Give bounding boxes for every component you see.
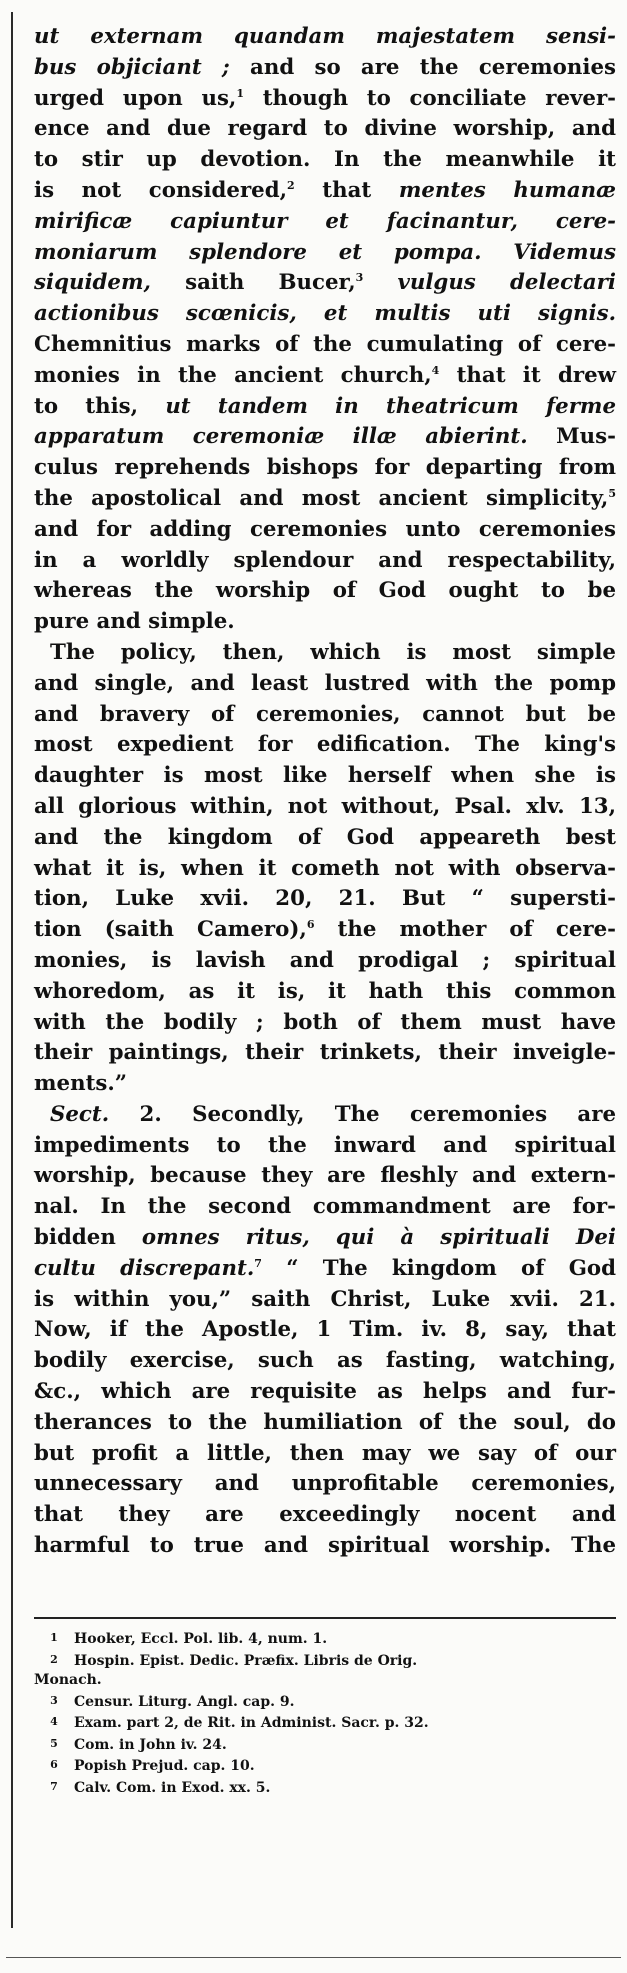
text-line	[34, 946, 616, 977]
italic-text: apparatum ceremoniæ illæ abierint.	[34, 424, 528, 450]
text-run: and for adding ceremonies unto ceremonies	[34, 516, 616, 542]
text-line	[34, 1408, 616, 1439]
text-line	[34, 730, 616, 761]
text-run: The policy, then, which is most simple	[50, 639, 616, 665]
text-run: ence and due regard to divine worship, and	[34, 116, 616, 142]
footnote-mark: 2	[50, 1652, 58, 1666]
text-line	[34, 1192, 616, 1223]
footnote-text: Calv. Com. in Exod. xx. 5.	[74, 1779, 271, 1796]
text-run: bidden	[34, 1225, 142, 1251]
text-run: whoredom, as it is, it hath this common	[34, 978, 616, 1004]
bottom-rule	[6, 1957, 621, 1958]
italic-text: ut externam quandam majestatem sensi-	[34, 24, 616, 49]
text-line	[34, 1285, 616, 1316]
footnote-text: Exam. part 2, de Rit. in Administ. Sacr. p. 32.	[74, 1715, 429, 1731]
text-line	[34, 1469, 616, 1500]
text-run: ments.”	[34, 1071, 128, 1097]
footnote	[34, 1777, 616, 1799]
footnote-ref: 2	[287, 178, 295, 192]
text-line	[34, 1069, 616, 1100]
footnote-text: Popish Prejud. cap. 10.	[74, 1758, 255, 1774]
footnote-text: Censur. Liturg. Angl. cap. 9.	[74, 1693, 295, 1710]
text-line	[34, 977, 616, 1008]
text-run: Mus-	[527, 424, 616, 450]
text-line	[34, 238, 616, 269]
italic-text: moniarum splendore et pompa. Videmus	[34, 239, 616, 265]
text-run: all glorious within, not without, Psal. xlv. 13,	[34, 793, 616, 819]
footnote-mark: 5	[50, 1736, 58, 1750]
text-run: unnecessary and unprofitable ceremonies,	[34, 1471, 616, 1497]
text-run: what it is, when it cometh not with observa-	[34, 855, 616, 881]
text-run: that they are exceedingly nocent and	[34, 1502, 616, 1528]
text-run: &c., which are requisite as helps and fur-	[34, 1379, 616, 1405]
text-line	[34, 761, 616, 792]
text-run: harmful to true and spiritual worship. The	[34, 1533, 616, 1559]
text-run: to this,	[34, 393, 166, 419]
text-run: nal. In the second commandment are for-	[34, 1194, 616, 1220]
text-run: is within you,” saith Christ, Luke xvii. 21.	[34, 1286, 616, 1312]
italic-text: mirificæ capiuntur et facinantur, cere-	[34, 208, 616, 234]
text-run: Chemnitius marks of the cumulating of cere-	[34, 331, 616, 357]
footnote-text: Hospin. Epist. Dedic. Præfix. Libris de Orig.	[74, 1652, 418, 1669]
text-run: impediments to the inward and spiritual	[34, 1132, 616, 1158]
text-run: tion (saith Camero),	[34, 917, 307, 943]
text-line	[34, 1439, 616, 1470]
italic-text: cultu discrepant.	[34, 1255, 255, 1281]
text-run: that	[294, 177, 399, 203]
text-line	[34, 515, 616, 546]
text-line	[34, 854, 616, 885]
text-run: most expedient for edification. The king's	[34, 732, 616, 758]
footnote-ref: 3	[355, 271, 364, 285]
footnote-text: Com. in John iv. 24.	[74, 1736, 227, 1753]
text-run: monies, is lavish and prodigal ; spiritual	[34, 947, 616, 973]
italic-text: Sect.	[50, 1101, 110, 1127]
text-line	[34, 1008, 616, 1039]
text-run: Now, if the Apostle, 1 Tim. iv. 8, say, that	[34, 1317, 616, 1343]
text-run: and bravery of ceremonies, cannot but be	[34, 701, 616, 727]
text-run: with the bodily ; both of them must have	[34, 1009, 616, 1035]
italic-text: actionibus scœnicis, et multis uti signis.	[34, 301, 616, 327]
text-run: but profit a little, then may we say of our	[34, 1440, 616, 1466]
text-line	[34, 453, 616, 484]
footnote-ref: 5	[608, 486, 616, 500]
text-line	[34, 1500, 616, 1531]
footnote-text: Monach.	[34, 1672, 102, 1688]
text-run: pure and simple.	[34, 609, 235, 635]
footnote-ref: 1	[236, 86, 245, 100]
text-line	[34, 207, 616, 238]
footnote	[34, 1671, 616, 1691]
text-line	[34, 546, 616, 577]
footnote-ref: 6	[306, 918, 315, 932]
text-line	[34, 576, 616, 607]
italic-text: siquidem,	[34, 270, 151, 296]
text-line	[34, 361, 616, 392]
text-line	[34, 1254, 616, 1285]
text-run: in a worldly splendour and respectability,	[34, 547, 616, 573]
footnote-mark: 1	[50, 1631, 58, 1644]
text-run: urged upon us,	[34, 85, 237, 111]
text-line	[34, 915, 616, 946]
text-run: “ The kingdom of God	[261, 1255, 616, 1281]
text-line	[34, 638, 616, 669]
footnote-mark: 4	[50, 1715, 58, 1728]
footnote	[34, 1628, 616, 1650]
footnote-mark: 6	[50, 1758, 58, 1771]
footnote	[34, 1734, 616, 1756]
footnote-ref: 4	[431, 363, 440, 377]
left-margin-rule	[11, 12, 13, 1928]
text-line	[34, 1131, 616, 1162]
text-run: whereas the worship of God ought to be	[34, 578, 616, 604]
text-run: 2. Secondly, The ceremonies are	[109, 1101, 616, 1127]
text-line	[34, 484, 616, 515]
text-line	[34, 1377, 616, 1408]
text-run: is not considered,	[34, 177, 288, 203]
text-line	[34, 330, 616, 361]
text-line	[34, 669, 616, 700]
text-line	[34, 1038, 616, 1069]
text-run: the mother of cere-	[314, 917, 616, 943]
text-run: therances to the humiliation of the soul, do	[34, 1409, 616, 1435]
text-run: though to conciliate rever-	[244, 85, 616, 111]
footnote	[34, 1755, 616, 1777]
text-line	[34, 884, 616, 915]
text-run: tion, Luke xvii. 20, 21. But “ supersti-	[34, 886, 616, 912]
text-line	[34, 1161, 616, 1192]
text-run: and single, and least lustred with the pomp	[34, 670, 616, 696]
text-run: daughter is most like herself when she is	[34, 763, 616, 789]
text-run: the apostolical and most ancient simplicity,	[34, 485, 609, 511]
footnote	[34, 1650, 616, 1672]
text-line	[34, 176, 616, 207]
footnote-mark: 3	[50, 1693, 58, 1707]
text-line	[34, 392, 616, 423]
text-run	[363, 270, 397, 295]
text-run: worship, because they are fleshly and extern-	[34, 1163, 616, 1189]
italic-text: omnes ritus, qui à spirituali Dei	[141, 1225, 616, 1251]
footnote	[34, 1691, 616, 1713]
text-line	[34, 53, 616, 84]
text-line	[34, 607, 616, 638]
italic-text: mentes humanæ	[398, 177, 616, 203]
footnote-text: Hooker, Eccl. Pol. lib. 4, num. 1.	[74, 1631, 328, 1647]
italic-text: ut tandem in theatricum ferme	[165, 393, 617, 419]
footnote-ref: 7	[254, 1256, 262, 1270]
footnote	[34, 1712, 616, 1734]
text-run: their paintings, their trinkets, their inveigle-	[34, 1040, 616, 1066]
text-line	[34, 145, 616, 176]
italic-text: bus objiciant ;	[34, 54, 230, 80]
text-line	[34, 700, 616, 731]
text-line	[34, 1531, 616, 1562]
text-line	[34, 422, 616, 453]
text-run: monies in the ancient church,	[34, 362, 432, 388]
italic-text: vulgus delectari	[397, 270, 616, 296]
text-line	[34, 1223, 616, 1254]
text-line	[34, 792, 616, 823]
text-line	[34, 299, 616, 330]
text-run: and the kingdom of God appeareth best	[34, 824, 616, 850]
text-run: bodily exercise, such as fasting, watching,	[34, 1348, 616, 1374]
text-run: culus reprehends bishops for departing from	[34, 455, 616, 481]
text-run: saith Bucer,	[150, 270, 356, 296]
body-text	[34, 22, 616, 1562]
text-run: that it drew	[439, 362, 616, 388]
text-line	[34, 22, 616, 53]
text-line	[34, 1315, 616, 1346]
text-line	[34, 84, 616, 115]
text-run: and so are the ceremonies	[229, 54, 616, 80]
footnotes	[34, 1628, 616, 1798]
text-line	[34, 1346, 616, 1377]
footnote-mark: 7	[50, 1779, 58, 1793]
text-line	[34, 823, 616, 854]
text-line	[34, 1100, 616, 1131]
footnote-separator	[34, 1617, 616, 1619]
text-run: to stir up devotion. In the meanwhile it	[34, 147, 616, 173]
text-line	[34, 268, 616, 299]
text-line	[34, 114, 616, 145]
